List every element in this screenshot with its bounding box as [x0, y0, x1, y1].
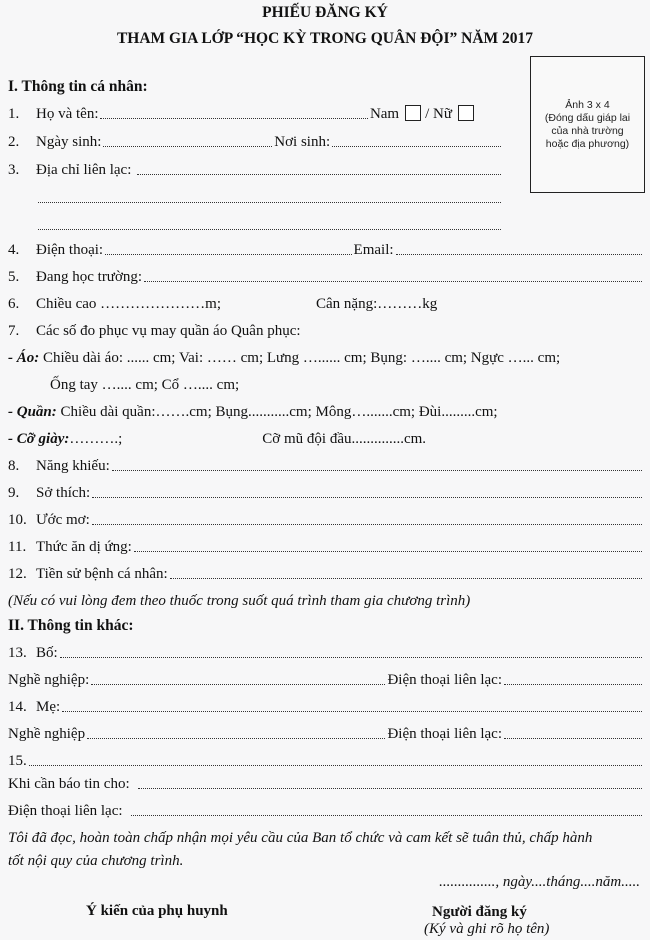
mother-job-field — [8, 723, 644, 743]
field-label: Ước mơ: — [36, 512, 90, 528]
male-checkbox[interactable] — [405, 105, 421, 121]
item-number: 8. — [8, 458, 20, 474]
shirt-label: - Áo: — [8, 350, 40, 366]
birthplace-input-line[interactable] — [332, 145, 501, 147]
field-label: Khi cần báo tin cho: — [8, 776, 130, 792]
field-label: Điện thoại liên lạc: — [387, 672, 502, 688]
address-input-line[interactable] — [38, 201, 501, 203]
allergy-input-line[interactable] — [134, 550, 642, 552]
field-label: Thức ăn dị ứng: — [36, 539, 132, 555]
field-label: Mẹ: — [36, 699, 61, 715]
other-input-line[interactable] — [29, 764, 642, 766]
photo-note: hoặc địa phương) — [545, 137, 630, 150]
shirt-measurement-fields[interactable]: Chiều dài áo: ...... cm; Vai: …… cm; Lưng …...... cm; Bụng: ….... cm; Ngực …... cm; — [43, 350, 561, 366]
field-label: Bố: — [36, 645, 58, 661]
notify-input-line[interactable] — [138, 787, 642, 789]
item-number: 12. — [8, 566, 27, 582]
other-field — [8, 750, 644, 770]
field-label: Địa chỉ liên lạc: — [36, 162, 132, 178]
dream-input-line[interactable] — [92, 523, 642, 525]
item-number: 15. — [8, 753, 27, 769]
shoe-size-input[interactable]: ……….; — [69, 431, 123, 447]
shirt-measurements — [8, 347, 560, 367]
medical-history-field — [8, 563, 644, 583]
height-input[interactable]: ………………… — [100, 296, 206, 312]
address-line-3 — [36, 214, 503, 234]
notify-field — [8, 773, 644, 793]
item-number: 9. — [8, 485, 20, 501]
commitment-line-2: tốt nội quy của chương trình. — [8, 853, 184, 869]
address-line-2 — [36, 187, 503, 207]
shoe-hat-sizes — [8, 428, 426, 448]
field-label: Điện thoại liên lạc: — [8, 803, 123, 819]
photo-note: của nhà trường — [551, 124, 624, 137]
section-other-info-heading: II. Thông tin khác: — [8, 617, 134, 634]
item-number: 6. — [8, 296, 20, 312]
father-job-input-line[interactable] — [91, 683, 385, 685]
medication-note: (Nếu có vui lòng đem theo thuốc trong suốt quá trình tham gia chương trình) — [8, 593, 471, 609]
field-label: Nghề nghiệp: — [8, 672, 90, 688]
father-phone-input-line[interactable] — [504, 683, 642, 685]
school-input-line[interactable] — [144, 280, 642, 282]
photo-label: Ảnh 3 x 4 — [565, 98, 610, 111]
field-label: Chiều cao — [36, 296, 97, 312]
pants-measurements — [8, 401, 498, 421]
field-label: Email: — [353, 242, 394, 258]
item-number: 1. — [8, 106, 20, 122]
item-number: 13. — [8, 645, 27, 661]
notify-phone-field — [8, 800, 644, 820]
dob-input-line[interactable] — [103, 145, 272, 147]
address-input-line[interactable] — [38, 228, 501, 230]
address-field — [8, 159, 503, 179]
dob-field — [8, 131, 503, 151]
male-label: Nam — [369, 106, 400, 122]
item-number: 3. — [8, 162, 20, 178]
item-number: 7. — [8, 323, 20, 339]
address-input-line[interactable] — [137, 173, 501, 175]
item-number: 10. — [8, 512, 27, 528]
pants-label: - Quần: — [8, 404, 57, 420]
form-subtitle: THAM GIA LỚP “HỌC KỲ TRONG QUÂN ĐỘI” NĂM 2017 — [116, 30, 534, 47]
shoe-label: - Cỡ giày: — [8, 431, 70, 447]
height-unit: m; — [205, 296, 221, 312]
pants-measurement-fields[interactable]: Chiều dài quần:…….cm; Bụng...........cm; Mông….......cm; Đùi.........cm; — [60, 404, 498, 420]
email-input-line[interactable] — [396, 253, 642, 255]
field-label: Điện thoại: — [36, 242, 104, 258]
father-field — [8, 642, 644, 662]
father-job-field — [8, 669, 644, 689]
mother-input-line[interactable] — [62, 710, 642, 712]
field-label: Cân nặng: — [316, 296, 378, 312]
weight-unit: kg — [422, 296, 438, 312]
field-label: Đang học trường: — [36, 269, 143, 285]
mother-field — [8, 696, 644, 716]
date-line[interactable]: ..............., ngày....tháng....năm..... — [439, 874, 640, 890]
field-label: Điện thoại liên lạc: — [387, 726, 502, 742]
item-number: 4. — [8, 242, 20, 258]
photo-note: (Đóng dấu giáp lai — [544, 111, 631, 124]
female-checkbox[interactable] — [458, 105, 474, 121]
field-label: Nghề nghiệp — [8, 726, 86, 742]
measurements-heading — [8, 320, 301, 340]
field-label: Họ và tên: — [36, 106, 99, 122]
phone-input-line[interactable] — [105, 253, 351, 255]
name-input-line[interactable] — [100, 117, 367, 119]
name-field — [8, 103, 478, 123]
mother-job-input-line[interactable] — [87, 737, 385, 739]
item-number: 5. — [8, 269, 20, 285]
item-number: 14. — [8, 699, 27, 715]
allergy-field — [8, 536, 644, 556]
field-label: Các số đo phục vụ may quần áo Quân phục: — [36, 323, 301, 339]
hobby-field — [8, 482, 644, 502]
section-personal-info-heading: I. Thông tin cá nhân: — [8, 78, 148, 95]
school-field — [8, 266, 644, 286]
talent-input-line[interactable] — [112, 469, 642, 471]
hat-size-input[interactable]: Cỡ mũ đội đầu..............cm. — [262, 431, 427, 447]
field-label: Tiền sử bệnh cá nhân: — [36, 566, 168, 582]
father-input-line[interactable] — [60, 656, 642, 658]
registrant-label: Người đăng ký — [432, 904, 527, 920]
mother-phone-input-line[interactable] — [504, 737, 642, 739]
shirt-measurements-2 — [50, 374, 239, 394]
commitment-line-1: Tôi đã đọc, hoàn toàn chấp nhận mọi yêu cầu của Ban tổ chức và cam kết sẽ tuân thủ, chấp hành — [8, 830, 593, 846]
medical-input-line[interactable] — [170, 577, 642, 579]
field-label: Nơi sinh: — [274, 134, 331, 150]
parent-opinion-label: Ý kiến của phụ huynh — [86, 903, 228, 919]
photo-placeholder — [530, 56, 645, 193]
item-number: 11. — [8, 539, 27, 555]
notify-phone-input-line[interactable] — [131, 814, 642, 816]
sleeve-neck-fields[interactable]: Ống tay ….... cm; Cổ ….... cm; — [50, 377, 240, 393]
field-label: Ngày sinh: — [36, 134, 102, 150]
form-title: PHIẾU ĐĂNG KÝ — [262, 4, 388, 21]
phone-field — [8, 239, 644, 259]
dream-field — [8, 509, 644, 529]
registrant-sign-note: (Ký và ghi rõ họ tên) — [424, 921, 550, 937]
field-label: Sở thích: — [36, 485, 91, 501]
item-number: 2. — [8, 134, 20, 150]
height-weight-field — [8, 293, 644, 313]
female-label: / Nữ — [425, 106, 452, 122]
talent-field — [8, 455, 644, 475]
hobby-input-line[interactable] — [92, 496, 642, 498]
field-label: Năng khiếu: — [36, 458, 110, 474]
weight-input[interactable]: ……… — [377, 296, 423, 312]
